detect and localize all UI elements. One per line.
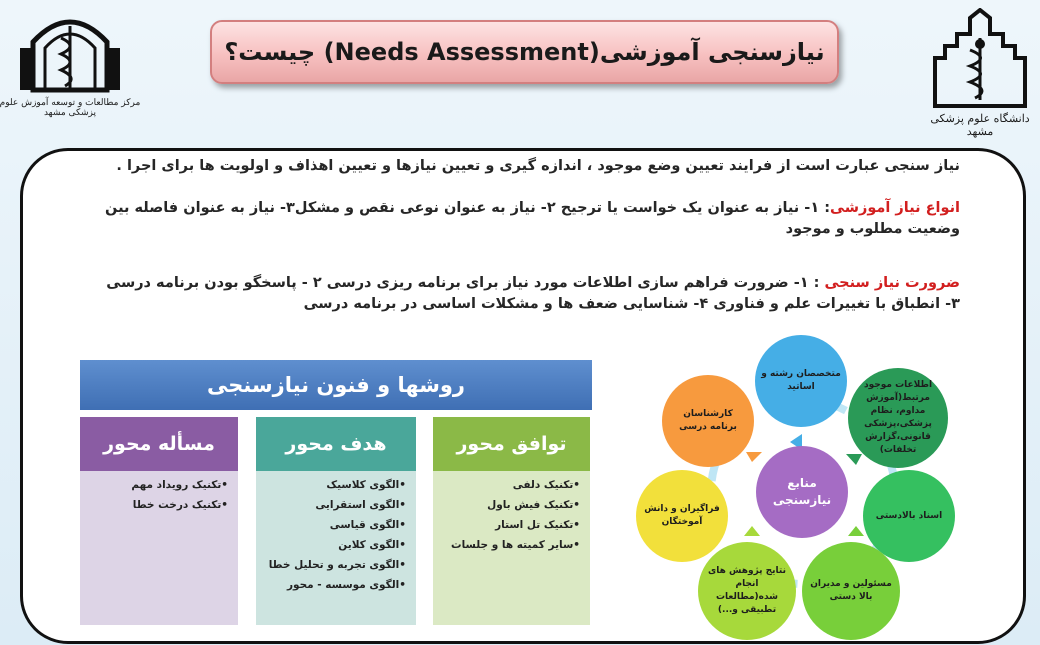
column-goal-title: هدف محور <box>256 417 416 471</box>
list-item: •الگوی کلاسیک <box>326 479 406 491</box>
list-item: •تکنیک تل استار <box>495 519 580 531</box>
list-item: •تکنیک رویداد مهم <box>131 479 228 491</box>
list-item: •تکنیک فیش باول <box>487 499 580 511</box>
necessity-label: ضرورت نیاز سنجی <box>824 275 960 291</box>
necessity-paragraph <box>55 273 960 315</box>
column-consensus-list <box>433 471 590 625</box>
column-problem-title: مسأله محور <box>80 417 238 471</box>
logo-left <box>0 2 141 118</box>
list-item: •الگوی تجربه و تحلیل خطا <box>268 559 406 571</box>
list-item: •الگوی استقرایی <box>315 499 406 511</box>
source-node: متخصصان رشته و اساتید <box>755 335 847 427</box>
definition-text: نیاز سنجی عبارت است از فرایند تعیین وضع موجود ، اندازه گیری و تعیین نیازها و تعیین اهذاف و اولویت ها برای اجرا . <box>116 158 960 174</box>
list-item: •الگوی قیاسی <box>329 519 406 531</box>
column-consensus-title: توافق محور <box>433 417 590 471</box>
column-goal <box>256 417 416 625</box>
necessity-line1: : ۱- ضرورت فراهم سازی اطلاعات مورد نیاز برای برنامه ریزی درسی ۲ - پاسخگو بودن برنامه درسی <box>106 275 825 291</box>
list-item: •تکنیک درخت خطا <box>132 499 228 511</box>
need-types-paragraph <box>55 198 960 240</box>
institute-emblem-icon <box>15 2 125 94</box>
university-emblem-icon <box>925 8 1035 108</box>
title-banner <box>210 20 839 84</box>
logo-right <box>925 8 1035 138</box>
logo-right-caption: دانشگاه علوم پزشکی مشهد <box>930 112 1030 138</box>
column-consensus <box>433 417 590 625</box>
source-node: مسئولین و مدیران بالا دستی <box>802 542 900 640</box>
column-problem-list <box>80 471 238 625</box>
need-types-text: : ۱- نیاز به عنوان یک خواست یا ترجیح ۲- نیاز به عنوان نوعی نقص و مشکل۳- نیاز به عنوان فاصله بین وضعیت مطلوب و موجود <box>105 200 960 237</box>
need-types-label: انواع نیاز آموزشی <box>830 200 960 216</box>
sources-center: منابع نیازسنجی <box>756 446 848 538</box>
arrow-icon <box>746 452 762 462</box>
source-node: فراگیران و دانش آموختگان <box>636 470 728 562</box>
source-node: اطلاعات موجود مرتبط(آموزش مداوم، نظام پزشکی،پزشکی قانونی،گزارش تخلفات) <box>848 368 948 468</box>
logo-left-caption: مرکز مطالعات و توسعه آموزش علوم پزشکی مشهد <box>0 98 141 118</box>
column-problem <box>80 417 238 625</box>
list-item: •الگوی موسسه - محور <box>286 579 406 591</box>
methods-header: روشها و فنون نیازسنجی <box>80 360 592 410</box>
sources-diagram <box>620 330 980 640</box>
column-goal-list <box>256 471 416 625</box>
source-node: اسناد بالادستی <box>863 470 955 562</box>
arrow-icon <box>848 526 864 536</box>
page-title: نیازسنجی آموزشی(Needs Assessment) چیست؟ <box>224 38 825 66</box>
source-node: نتایج پژوهش های انجام شده(مطالعات تطبیقی و...) <box>698 542 796 640</box>
arrow-icon <box>744 526 760 536</box>
list-item: •سایر کمیته ها و جلسات <box>451 539 580 551</box>
necessity-line2: ۳- انطباق با تغییرات علم و فناوری ۴- شناسایی ضعف ها و مشکلات اساسی در برنامه درسی <box>303 296 960 312</box>
source-node: کارشناسان برنامه درسی <box>662 375 754 467</box>
list-item: •الگوی کلاین <box>338 539 406 551</box>
list-item: •تکنیک دلفی <box>512 479 580 491</box>
